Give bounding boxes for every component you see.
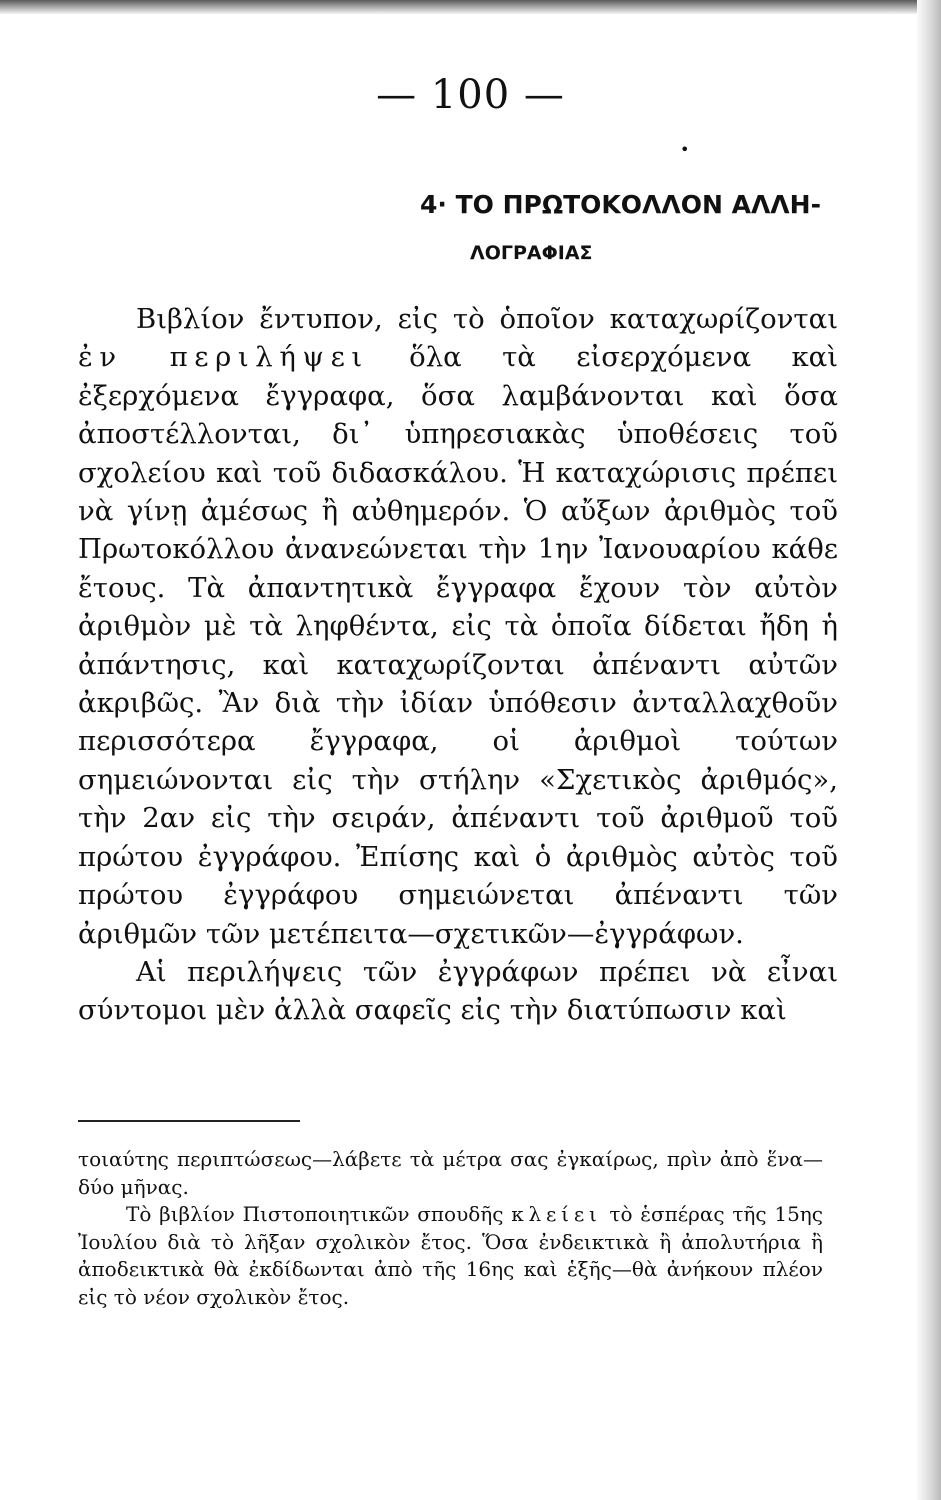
spaced-emphasis: ἐν περιλήψει	[78, 341, 369, 374]
footnote-1: τοιαύτης περιπτώσεως—λάβετε τὰ μέτρα σας ἐγκαίρως, πρὶν ἀπὸ ἕνα—δύο μῆνας.	[78, 1147, 823, 1199]
stray-mark: •	[680, 140, 690, 159]
footnote-2-start: Τὸ βιβλίον Πιστοποιητικῶν σπουδῆς	[126, 1202, 512, 1226]
section-heading-line-2: ΛΟΓΡΑΦΙΑΣ	[470, 242, 593, 264]
scan-top-edge	[0, 0, 941, 14]
footnote-spaced-emphasis: κλείει	[511, 1202, 602, 1226]
section-heading-line-1: 4· ΤΟ ΠΡΩΤΟΚΟΛΛΟΝ ΑΛΛΗ-	[420, 190, 821, 219]
body-text	[78, 300, 838, 1030]
scan-right-edge	[917, 0, 941, 1500]
footnote-divider	[78, 1120, 300, 1122]
paragraph-1-rest: ὅλα τὰ εἰσερχόμενα καὶ ἐξερχόμενα ἔγγραφα, ὅσα λαμβάνονται καὶ ὅσα ἀποστέλλονται, δι᾿ ὑπηρεσιακὰς ὑποθέσεις τοῦ σχολείου καὶ τοῦ διδασκάλου. Ἡ καταχώρισις πρέπει νὰ γίνῃ ἀμέσως ἢ αὐθημερόν. Ὁ αὔξων ἀριθμὸς τοῦ Πρωτοκόλλου ἀνανεώνεται τὴν 1ην Ἰανουαρίου κάθε ἔτους. Τὰ ἀπαντητικὰ ἔγγραφα ἔχουν τὸν αὐτὸν ἀριθμὸν μὲ τὰ ληφθέντα, εἰς τὰ ὁποῖα δίδεται ἤδη ἡ ἀπάντησις, καὶ καταχωρίζονται ἀπέναντι αὐτῶν ἀκριβῶς. Ἂν διὰ τὴν ἰδίαν ὑπόθεσιν ἀνταλλαχθοῦν περισσότερα ἔγγραφα, οἱ ἀριθμοὶ τούτων σημειώνονται εἰς τὴν στήλην «Σχετικὸς ἀριθμός», τὴν 2αν εἰς τὴν σειράν, ἀπέναντι τοῦ ἀριθμοῦ τοῦ πρώτου ἐγγράφου. Ἐπίσης καὶ ὁ ἀριθμὸς αὐτὸς τοῦ πρώτου ἐγγράφου σημειώνεται ἀπέναντι τῶν ἀριθμῶν τῶν μετέπειτα—σχετικῶν—ἐγγράφων.	[78, 341, 838, 950]
footnotes	[78, 1146, 823, 1311]
footnote-2-rest: τὸ ἑσπέρας τῆς 15ης Ἰουλίου διὰ τὸ λῆξαν σχολικὸν ἔτος. Ὅσα ἐνδεικτικὰ ἢ ἀπολυτήρια ἢ ἀποδεικτικὰ θὰ ἐκδίδωνται ἀπὸ τῆς 16ης καὶ ἑξῆς—θὰ ἀνήκουν πλέον εἰς τὸ νέον σχολικὸν ἔτος.	[78, 1202, 823, 1309]
paragraph-1-start: Βιβλίον ἔντυπον, εἰς τὸ ὁποῖον καταχωρίζονται	[136, 303, 838, 335]
page-number: — 100 —	[376, 72, 565, 118]
paragraph-1	[78, 300, 838, 953]
paragraph-2: Αἱ περιλήψεις τῶν ἐγγράφων πρέπει νὰ εἶναι σύντομοι μὲν ἀλλὰ σαφεῖς εἰς τὴν διατύπωσιν καὶ	[78, 955, 838, 1027]
footnote-2	[78, 1201, 823, 1311]
